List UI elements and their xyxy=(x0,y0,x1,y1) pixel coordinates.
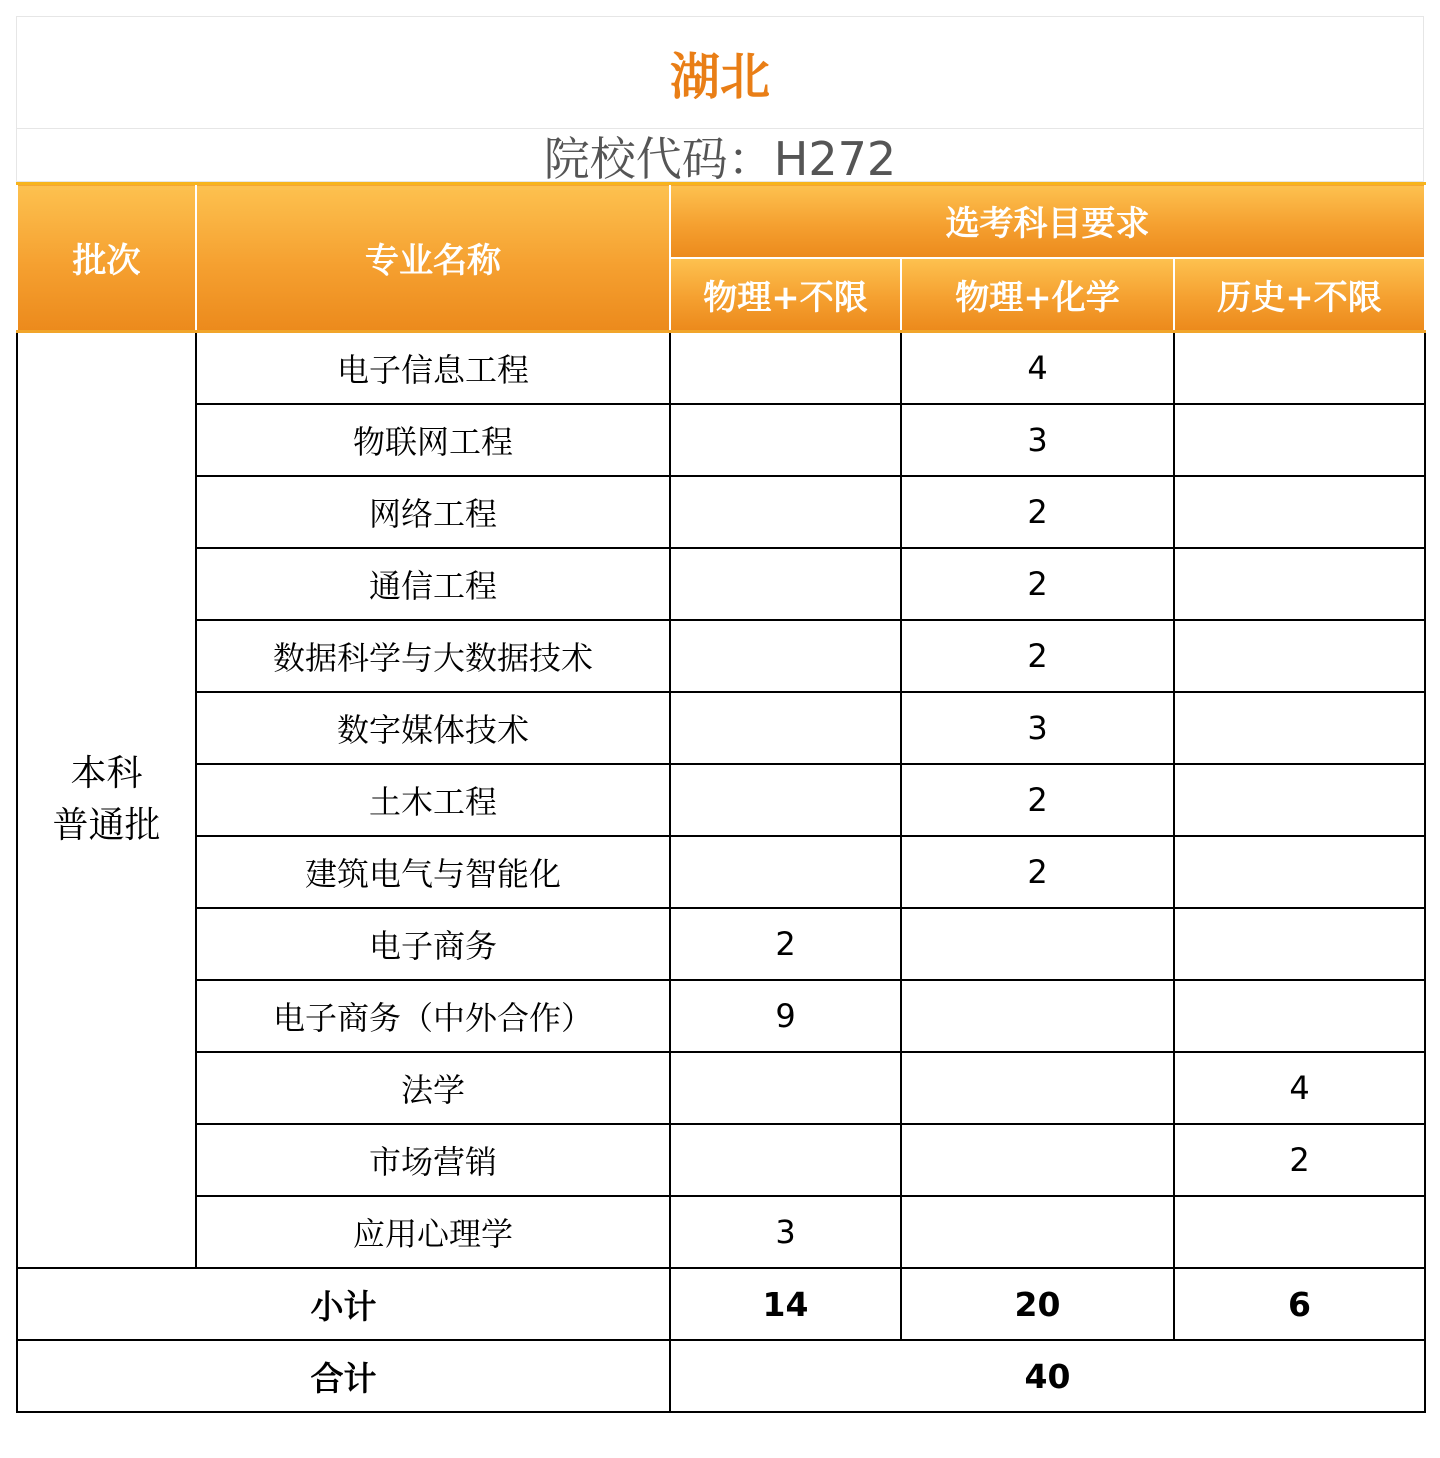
school-code-text: 院校代码：H272 xyxy=(543,132,897,182)
history-any-count xyxy=(1174,692,1425,764)
table-row xyxy=(17,404,1425,476)
physics-chemistry-count: 3 xyxy=(901,692,1174,764)
history-any-count xyxy=(1174,476,1425,548)
major-name: 电子信息工程 xyxy=(196,332,670,405)
enrollment-sheet xyxy=(16,16,1424,1413)
table-row xyxy=(17,332,1425,405)
physics-chemistry-count xyxy=(901,1124,1174,1196)
physics-any-count xyxy=(670,332,901,405)
physics-any-count xyxy=(670,692,901,764)
physics-any-count xyxy=(670,404,901,476)
history-any-count xyxy=(1174,548,1425,620)
table-row xyxy=(17,1124,1425,1196)
table-row xyxy=(17,476,1425,548)
major-name: 应用心理学 xyxy=(196,1196,670,1268)
subtotal-label: 小计 xyxy=(17,1268,670,1340)
batch-label-line2: 普通批 xyxy=(52,805,161,846)
table-row xyxy=(17,980,1425,1052)
major-name: 通信工程 xyxy=(196,548,670,620)
history-any-count xyxy=(1174,1196,1425,1268)
header-physics-any: 物理+不限 xyxy=(670,258,901,332)
physics-any-count xyxy=(670,620,901,692)
table-row xyxy=(17,1196,1425,1268)
header-subject-requirement: 选考科目要求 xyxy=(670,184,1425,258)
total-value: 40 xyxy=(670,1340,1425,1412)
table-row xyxy=(17,1052,1425,1124)
table-row xyxy=(17,908,1425,980)
subtotal-history-any: 6 xyxy=(1174,1268,1425,1340)
physics-any-count: 3 xyxy=(670,1196,901,1268)
subtotal-physics-chemistry: 20 xyxy=(901,1268,1174,1340)
header-major: 专业名称 xyxy=(196,184,670,332)
physics-chemistry-count: 2 xyxy=(901,764,1174,836)
physics-chemistry-count xyxy=(901,1052,1174,1124)
physics-chemistry-count: 2 xyxy=(901,476,1174,548)
physics-chemistry-count xyxy=(901,908,1174,980)
subtotal-row xyxy=(17,1268,1425,1340)
history-any-count xyxy=(1174,620,1425,692)
physics-chemistry-count: 2 xyxy=(901,836,1174,908)
physics-any-count xyxy=(670,1052,901,1124)
physics-any-count xyxy=(670,548,901,620)
major-name: 电子商务 xyxy=(196,908,670,980)
total-row xyxy=(17,1340,1425,1412)
table-row xyxy=(17,764,1425,836)
table-row xyxy=(17,836,1425,908)
batch-label-line1: 本科 xyxy=(70,752,143,794)
physics-chemistry-count: 2 xyxy=(901,620,1174,692)
physics-chemistry-count xyxy=(901,980,1174,1052)
table-row xyxy=(17,548,1425,620)
province-title xyxy=(16,16,1424,128)
physics-any-count xyxy=(670,836,901,908)
physics-any-count xyxy=(670,764,901,836)
history-any-count xyxy=(1174,980,1425,1052)
history-any-count xyxy=(1174,332,1425,405)
major-name: 物联网工程 xyxy=(196,404,670,476)
major-name: 电子商务（中外合作） xyxy=(196,980,670,1052)
header-history-any: 历史+不限 xyxy=(1174,258,1425,332)
major-name: 土木工程 xyxy=(196,764,670,836)
table-body xyxy=(17,332,1425,1413)
table-row xyxy=(17,620,1425,692)
major-name: 市场营销 xyxy=(196,1124,670,1196)
history-any-count xyxy=(1174,836,1425,908)
history-any-count: 4 xyxy=(1174,1052,1425,1124)
physics-any-count: 2 xyxy=(670,908,901,980)
subtotal-physics-any: 14 xyxy=(670,1268,901,1340)
major-name: 网络工程 xyxy=(196,476,670,548)
total-label: 合计 xyxy=(17,1340,670,1412)
physics-chemistry-count xyxy=(901,1196,1174,1268)
physics-chemistry-count: 4 xyxy=(901,332,1174,405)
physics-chemistry-count: 3 xyxy=(901,404,1174,476)
batch-cell xyxy=(17,332,196,1269)
history-any-count xyxy=(1174,764,1425,836)
physics-chemistry-count: 2 xyxy=(901,548,1174,620)
physics-any-count xyxy=(670,1124,901,1196)
header-physics-chemistry: 物理+化学 xyxy=(901,258,1174,332)
history-any-count xyxy=(1174,908,1425,980)
table-row xyxy=(17,692,1425,764)
major-name: 数字媒体技术 xyxy=(196,692,670,764)
school-code xyxy=(16,128,1424,182)
physics-any-count xyxy=(670,476,901,548)
history-any-count: 2 xyxy=(1174,1124,1425,1196)
enrollment-table xyxy=(16,182,1426,1413)
major-name: 法学 xyxy=(196,1052,670,1124)
table-header xyxy=(17,184,1425,332)
province-title-text: 湖北 xyxy=(670,47,770,106)
major-name: 建筑电气与智能化 xyxy=(196,836,670,908)
header-batch: 批次 xyxy=(17,184,196,332)
physics-any-count: 9 xyxy=(670,980,901,1052)
major-name: 数据科学与大数据技术 xyxy=(196,620,670,692)
history-any-count xyxy=(1174,404,1425,476)
